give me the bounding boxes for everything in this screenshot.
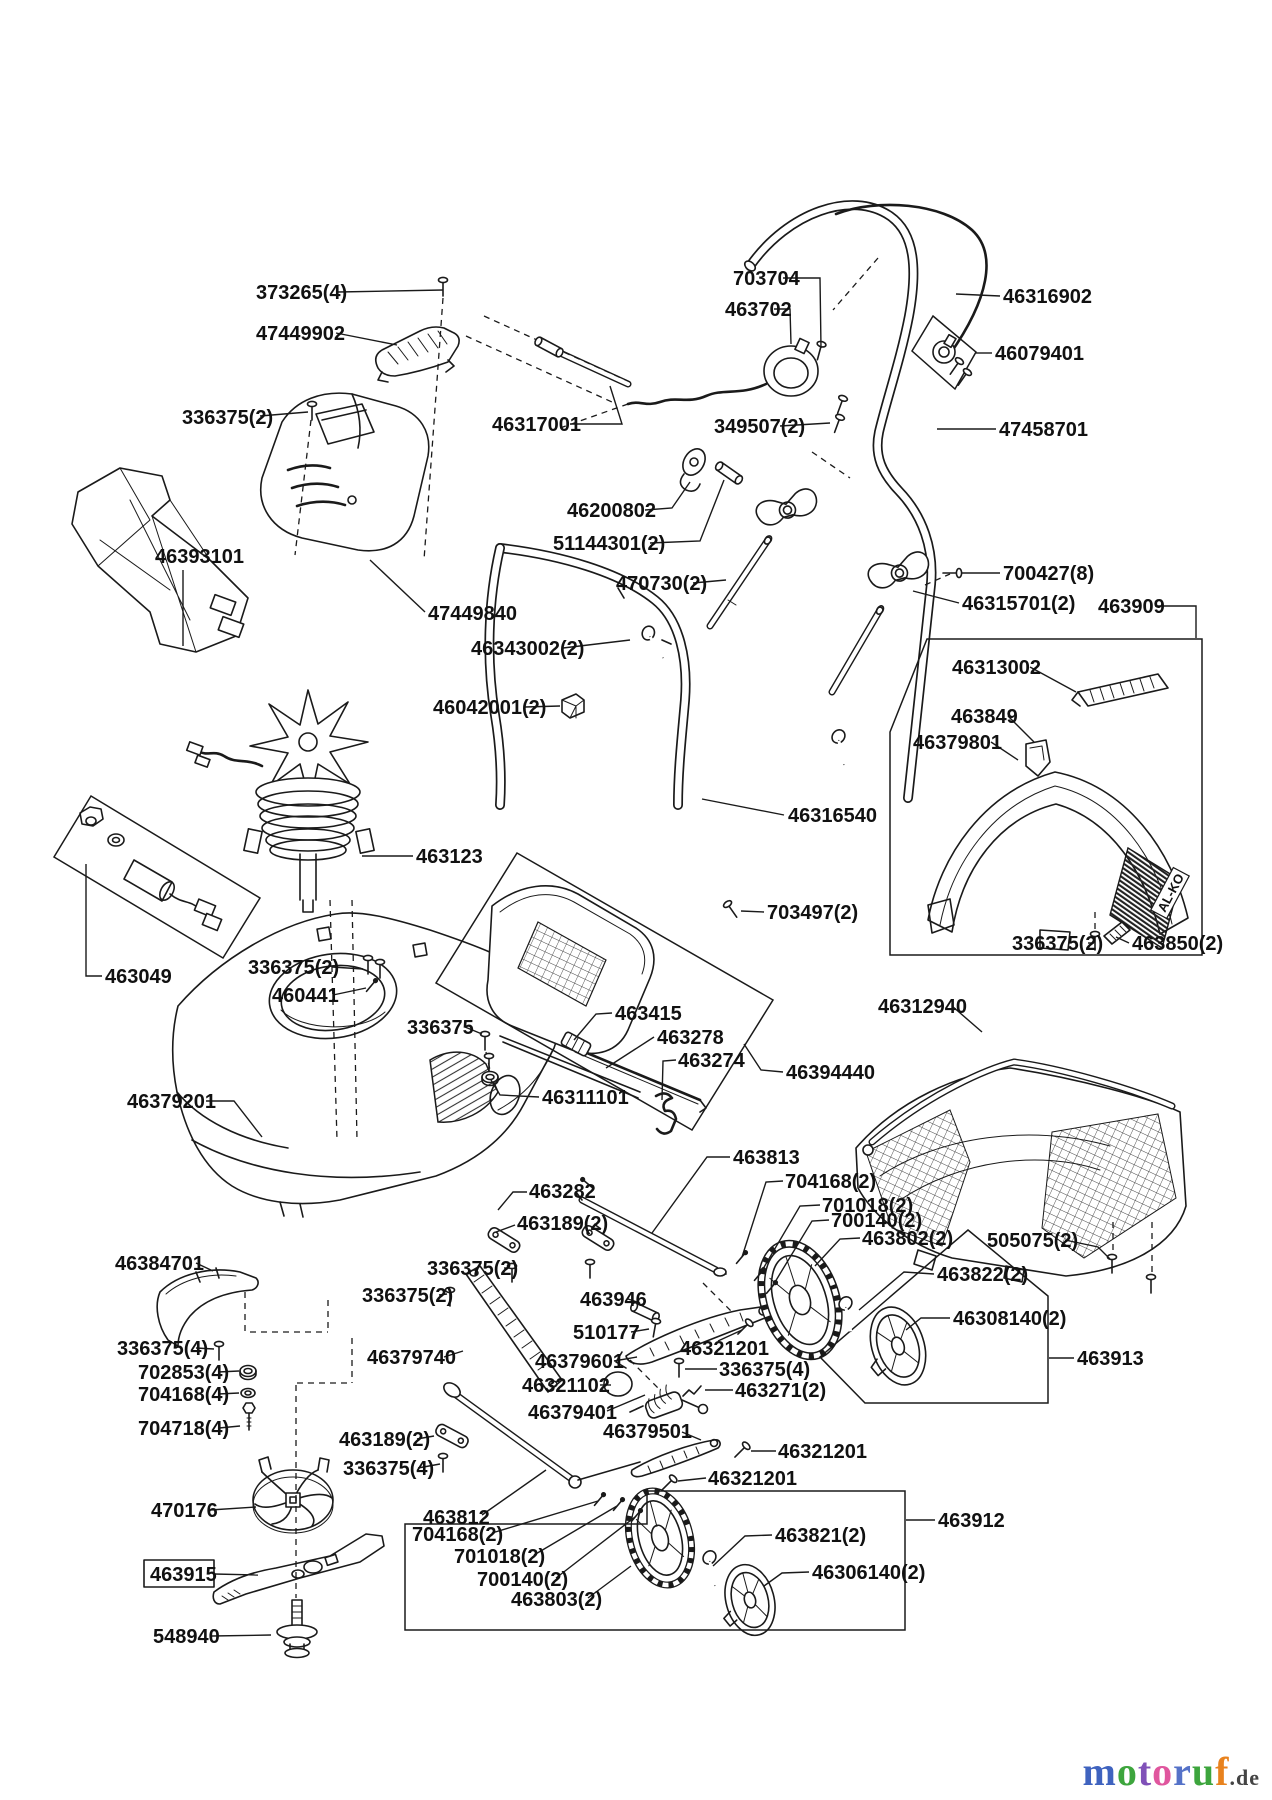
leader-line [913, 591, 959, 603]
part-label: 700427(8) [1003, 563, 1095, 585]
leader-line [370, 560, 425, 612]
part-label: 46393101 [155, 546, 244, 568]
part-label: 463189(2) [339, 1429, 431, 1451]
part-label: 46379740 [367, 1347, 456, 1369]
tension-spring [656, 1093, 676, 1133]
part-label: 46308140(2) [953, 1308, 1067, 1330]
part-label: 463802(2) [862, 1228, 954, 1250]
logo-letter: o [1116, 1749, 1138, 1794]
part-label: 702853(4) [138, 1362, 230, 1384]
part-label: 700140(2) [831, 1210, 923, 1232]
part-label: 463271(2) [735, 1380, 827, 1402]
leader-line [702, 799, 784, 815]
leader-line [534, 1506, 617, 1555]
part-label: 505075(2) [987, 1230, 1079, 1252]
pin-icon [735, 1249, 750, 1265]
part-label: 470176 [151, 1500, 218, 1522]
hubcap-front [855, 1300, 935, 1394]
leader-line [764, 1572, 809, 1586]
cyl-icon [534, 336, 565, 358]
cyl-icon [714, 461, 744, 486]
part-label: 46321201 [708, 1468, 797, 1490]
boltv-icon [243, 1403, 255, 1430]
part-label: 46394440 [786, 1062, 875, 1084]
blade-bolt [277, 1600, 317, 1658]
part-label: 463813 [733, 1147, 800, 1169]
part-label: 463912 [938, 1510, 1005, 1532]
part-label: 336375(2) [248, 957, 340, 979]
part-label: 463909 [1098, 596, 1165, 618]
part-label: 46316540 [788, 805, 877, 827]
part-label: 463822(2) [937, 1264, 1029, 1286]
part-label: 46379501 [603, 1421, 692, 1443]
nutell-icon [240, 1366, 256, 1380]
part-label: 46321201 [680, 1338, 769, 1360]
part-label: 703497(2) [767, 902, 859, 924]
leader-line [713, 1535, 772, 1566]
part-label: 46379601 [535, 1351, 624, 1373]
part-label: 463282 [529, 1181, 596, 1203]
part-label: 460441 [272, 985, 339, 1007]
part-label: 51144301(2) [553, 533, 666, 555]
electric-motor [187, 690, 374, 912]
logo-letter: m [1082, 1749, 1117, 1794]
leader-line [492, 1501, 598, 1533]
part-label: 548940 [153, 1626, 220, 1648]
part-label: 46384701 [115, 1253, 204, 1275]
capacitor-kit [80, 807, 222, 931]
part-label: 47449840 [428, 603, 517, 625]
screw-icon [722, 899, 740, 919]
part-label: 463049 [105, 966, 172, 988]
part-label: 46315701(2) [962, 593, 1076, 615]
screw-icon [586, 1259, 595, 1278]
rear-cowl [928, 772, 1189, 950]
dashed-line [833, 258, 878, 310]
motor-cover [261, 393, 429, 551]
cable-clip [678, 445, 709, 491]
logo-letter: u [1191, 1749, 1216, 1794]
part-label: 373265(4) [256, 282, 348, 304]
dashed-line [812, 452, 850, 478]
part-label: 463850(2) [1132, 933, 1224, 955]
logo-letter: t [1137, 1749, 1153, 1794]
part-label: 704168(2) [412, 1524, 504, 1546]
zigpin-icon [683, 1386, 701, 1396]
part-label: 470730(2) [616, 573, 708, 595]
latch-clip [1026, 740, 1050, 776]
leader-line [678, 1478, 706, 1481]
part-label: 463803(2) [511, 1589, 603, 1611]
bolt-icon [637, 624, 672, 657]
leader-line [498, 1192, 527, 1210]
part-label: 463821(2) [775, 1525, 867, 1547]
part-label: 46379801 [913, 732, 1002, 754]
mulch-wedge [157, 1268, 258, 1346]
pin-icon [612, 1496, 627, 1512]
impeller [253, 1457, 333, 1533]
screw-icon [649, 1318, 661, 1338]
screw-icon [813, 341, 827, 361]
part-label: 463812 [423, 1507, 490, 1529]
leader-line [652, 1157, 730, 1233]
bolt-icon [822, 727, 860, 764]
blade [213, 1534, 384, 1604]
leader-line [741, 911, 764, 912]
part-label: 700140(2) [477, 1569, 569, 1591]
part-label: 463915 [150, 1564, 217, 1586]
part-label: 701018(2) [454, 1546, 546, 1568]
part-label: 463913 [1077, 1348, 1144, 1370]
leader-line [956, 294, 1000, 296]
part-label: 46321102 [522, 1375, 610, 1397]
part-label: 46316902 [1003, 286, 1092, 308]
part-label: 46079401 [995, 343, 1084, 365]
part-label: 510177 [573, 1322, 640, 1344]
screw-icon [1147, 1274, 1156, 1293]
leader-line [336, 333, 397, 345]
handle-grip [376, 327, 459, 382]
part-label: 463946 [580, 1289, 647, 1311]
plate-icon [434, 1423, 470, 1450]
leader-line [338, 290, 443, 292]
part-label: 703704 [733, 268, 800, 290]
screw-icon [675, 1358, 684, 1377]
part-label: 336375(2) [1012, 933, 1104, 955]
leader-line [482, 1470, 546, 1515]
part-label: 336375(4) [719, 1359, 811, 1381]
part-label: 46312940 [878, 996, 967, 1018]
part-label: 704168(2) [785, 1171, 877, 1193]
part-label: 463849 [951, 706, 1018, 728]
washer-icon [241, 1389, 255, 1398]
handle-knob [866, 550, 932, 591]
part-label: 46321201 [778, 1441, 867, 1463]
screw-icon [830, 413, 845, 434]
part-label: 463123 [416, 846, 483, 868]
screw-icon [439, 277, 448, 296]
handle-tube-segment [832, 605, 885, 692]
damper [630, 1385, 708, 1420]
part-label: 46042001(2) [433, 697, 547, 719]
part-label: 336375 [407, 1017, 474, 1039]
handle-connector [933, 335, 956, 363]
logo-letter: r [1173, 1749, 1192, 1794]
screw-icon [833, 394, 848, 415]
handle-knob [754, 487, 820, 528]
part-label: 336375(2) [427, 1258, 519, 1280]
height-lever-lower [631, 1440, 720, 1477]
cable-harness [558, 352, 628, 384]
part-label: 46306140(2) [812, 1562, 926, 1584]
part-label: 463274 [678, 1050, 745, 1072]
part-label: 46311101 [542, 1087, 629, 1109]
pin-icon [593, 1491, 608, 1507]
part-label: 47449902 [256, 323, 345, 345]
part-label: 46343002(2) [471, 638, 585, 660]
leader-line [214, 1574, 258, 1575]
rear-skirt-rail [466, 1266, 562, 1392]
wheel-rear [619, 1484, 702, 1592]
brand-plate: AL-KO [1154, 871, 1188, 915]
part-label: 46200802 [567, 500, 656, 522]
part-label: 463278 [657, 1027, 724, 1049]
part-label: 704168(4) [138, 1384, 230, 1406]
screw-icon [732, 1441, 752, 1461]
nut3d-icon [562, 694, 584, 718]
part-label: 463702 [725, 299, 792, 321]
part-label: 336375(2) [362, 1285, 454, 1307]
part-label: 463189(2) [517, 1213, 609, 1235]
logo-letter: o [1152, 1749, 1174, 1794]
switch-housing [628, 338, 818, 404]
screw-icon [439, 1453, 448, 1472]
part-label: 701018(2) [822, 1195, 914, 1217]
part-label: 47458701 [999, 419, 1088, 441]
motoruf-logo [1082, 1749, 1261, 1794]
part-label: 463415 [615, 1003, 682, 1025]
dashed-line [703, 1283, 733, 1313]
leader-line [496, 1225, 515, 1232]
leader-line [744, 1044, 783, 1072]
part-label: 46379401 [528, 1402, 617, 1424]
part-label: 336375(4) [343, 1458, 435, 1480]
switch-cable [628, 384, 766, 404]
trim-strip [1072, 674, 1168, 706]
leader-line [212, 1635, 271, 1636]
logo-suffix: .de [1229, 1765, 1260, 1790]
part-label: 336375(4) [117, 1338, 209, 1360]
part-label: 46379201 [127, 1091, 216, 1113]
screw-icon [215, 1341, 224, 1360]
part-label: 704718(4) [138, 1418, 230, 1440]
part-label: 46313002 [952, 657, 1041, 679]
wedge-463850 [1104, 922, 1130, 944]
part-label: 46317001 [492, 414, 581, 436]
part-label: 349507(2) [714, 416, 806, 438]
part-label: 336375(2) [182, 407, 274, 429]
logo-letter: f [1215, 1749, 1230, 1794]
